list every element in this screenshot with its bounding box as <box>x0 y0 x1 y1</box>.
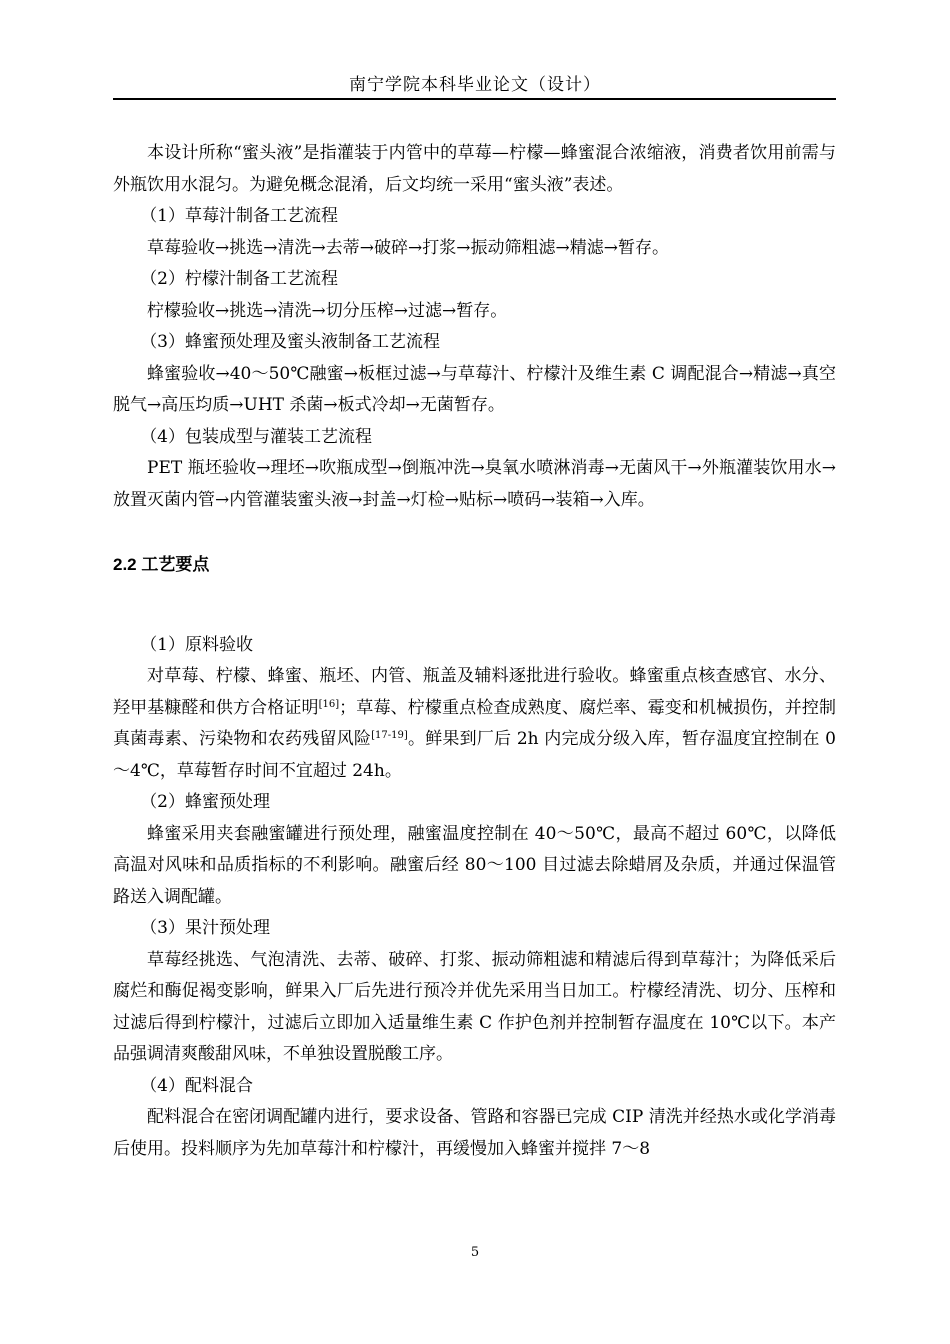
flow-body-packaging: PET 瓶坯验收→理坯→吹瓶成型→倒瓶冲洗→臭氧水喷淋消毒→无菌风干→外瓶灌装饮用水→放置灭菌内管→内管灌装蜜头液→封盖→灯检→贴标→喷码→装箱→入库。 <box>113 458 836 510</box>
citation-16: [16] <box>318 698 340 710</box>
flow-body-honey: 蜂蜜验收→40～50℃融蜜→板框过滤→与草莓汁、柠檬汁及维生素 C 调配混合→精滤→真空脱气→高压均质→UHT 杀菌→板式冷却→无菌暂存。 <box>113 363 836 415</box>
flow-heading-lemon: （2）柠檬汁制备工艺流程 <box>140 269 339 289</box>
intro-paragraph: 本设计所称“蜜头液”是指灌装于内管中的草莓—柠檬—蜂蜜混合浓缩液，消费者饮用前需与外瓶饮用水混匀。为避免概念混淆，后文均统一采用“蜜头液”表述。 <box>113 143 836 195</box>
point-heading-juice: （3）果汁预处理 <box>140 918 271 938</box>
point-body-juice: 草莓经挑选、气泡清洗、去蒂、破碎、打浆、振动筛粗滤和精滤后得到草莓汁；为降低采后腐烂和酶促褐变影响，鲜果入厂后先进行预冷并优先采用当日加工。柠檬经清洗、切分、压榨和过滤后得到柠檬汁，过滤后立即加入适量维生素 C 作护色剂并控制暂存温度在 10℃以下。本产品强调清爽酸甜风味，不单独设置脱酸工序。 <box>113 949 836 1064</box>
header-rule <box>113 98 836 100</box>
flow-body-strawberry: 草莓验收→挑选→清洗→去蒂→破碎→打浆→振动筛粗滤→精滤→暂存。 <box>147 237 669 258</box>
section-heading: 2.2 工艺要点 <box>113 555 210 574</box>
citation-17-19: [17-19] <box>371 730 408 741</box>
page-body <box>113 138 836 1165</box>
point-heading-honey: （2）蜂蜜预处理 <box>140 792 271 812</box>
raw-material-text-2: ；草莓、柠檬重点检查成熟度、腐烂率、霉变和机械损伤，并控制真菌毒素、污染物和农药残留风险 <box>113 697 836 749</box>
point-body-mixing: 配料混合在密闭调配罐内进行，要求设备、管路和容器已完成 CIP 清洗并经热水或化学消毒后使用。投料顺序为先加草莓汁和柠檬汁，再缓慢加入蜂蜜并搅拌 7～8 <box>113 1107 836 1159</box>
raw-material-text-1: 对草莓、柠檬、蜂蜜、瓶坯、内管、瓶盖及辅料逐批进行验收。蜂蜜重点核查感官、水分、羟甲基糠醛和供方合格证明 <box>113 666 836 718</box>
point-heading-mixing: （4）配料混合 <box>140 1075 254 1096</box>
point-body-raw-material <box>113 661 836 787</box>
raw-material-text-3: 。鲜果到厂后 2h 内完成分级入库，暂存温度宜控制在 0～4℃，草莓暂存时间不宜超过 24h。 <box>113 729 837 781</box>
flow-heading-honey: （3）蜂蜜预处理及蜜头液制备工艺流程 <box>140 332 441 352</box>
flow-heading-packaging: （4）包装成型与灌装工艺流程 <box>140 426 373 447</box>
flow-body-lemon: 柠檬验收→挑选→清洗→切分压榨→过滤→暂存。 <box>147 300 508 321</box>
point-body-honey: 蜂蜜采用夹套融蜜罐进行预处理，融蜜温度控制在 40～50℃，最高不超过 60℃，以降低高温对风味和品质指标的不利影响。融蜜后经 80～100 目过滤去除蜡屑及杂质，并通过保温管路送入调配罐。 <box>113 823 836 907</box>
point-heading-raw-material: （1）原料验收 <box>140 634 254 655</box>
flow-heading-strawberry: （1）草莓汁制备工艺流程 <box>140 206 339 226</box>
page-number: 5 <box>470 1245 480 1260</box>
running-header: 南宁学院本科毕业论文（设计） <box>349 75 601 95</box>
